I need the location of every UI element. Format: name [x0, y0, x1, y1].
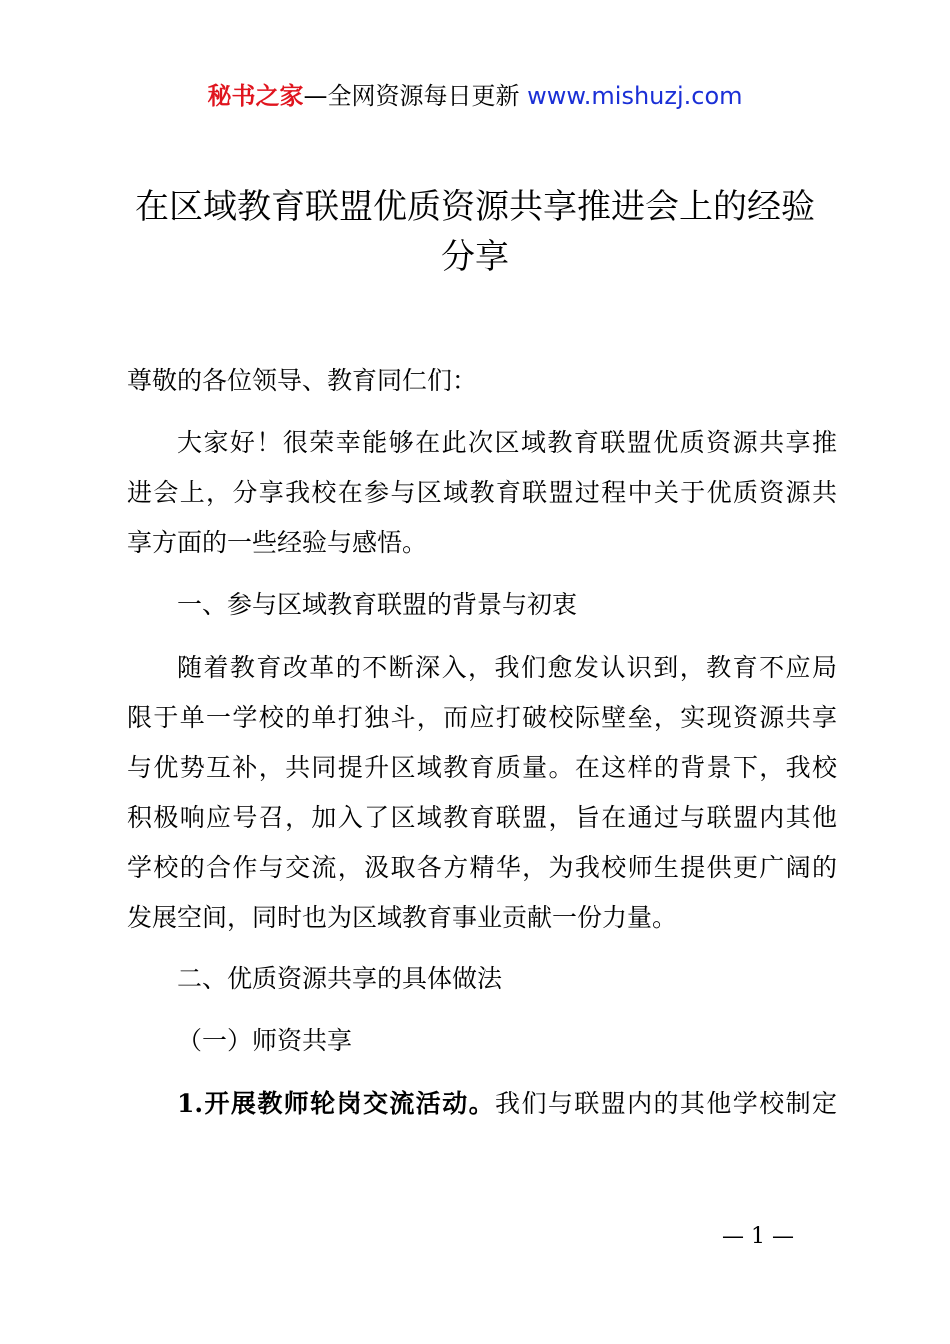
paragraph-line: 学校的合作与交流，汲取各方精华，为我校师生提供更广阔的: [127, 853, 837, 882]
page-number: — 1 —: [722, 1224, 794, 1249]
paragraph-line: 随着教育改革的不断深入，我们愈发认识到，教育不应局: [177, 653, 837, 682]
paragraph-line: 与优势互补，共同提升区域教育质量。在这样的背景下，我校: [127, 753, 837, 782]
intro-paragraph: [127, 418, 837, 568]
paragraph-line: [127, 1079, 837, 1129]
item-body-text: 我们与联盟内的其他学校制定: [495, 1089, 837, 1118]
paragraph-line: 限于单一学校的单打独斗，而应打破校际壁垒，实现资源共享: [127, 703, 837, 732]
brand-name: 秘书之家: [207, 82, 304, 110]
section-heading-text: 一、参与区域教育联盟的背景与初衷: [177, 590, 578, 619]
paragraph-line: 发展空间，同时也为区域教育事业贡献一份力量。: [127, 903, 678, 932]
paragraph-line: 享方面的一些经验与感悟。: [127, 528, 428, 557]
subsection-heading-text: （一）师资共享: [177, 1026, 353, 1055]
section-1-heading: [127, 580, 837, 630]
title-line-1: 在区域教育联盟优质资源共享推进会上的经验: [135, 187, 815, 227]
section-1-paragraph: [127, 643, 837, 943]
section-heading-text: 二、优质资源共享的具体做法: [177, 964, 503, 993]
site-url-link[interactable]: www.mishuzj.com: [527, 82, 743, 110]
paragraph-line: 进会上，分享我校在参与区域教育联盟过程中关于优质资源共: [127, 478, 837, 507]
item-1-paragraph: [127, 1079, 837, 1129]
document-title: [100, 182, 850, 282]
header-tagline: —全网资源每日更新: [303, 82, 520, 110]
salutation: [127, 356, 837, 406]
paragraph-line: 大家好！很荣幸能够在此次区域教育联盟优质资源共享推: [177, 428, 837, 457]
paragraph-line: 积极响应号召，加入了区域教育联盟，旨在通过与联盟内其他: [127, 803, 837, 832]
site-header: [0, 80, 950, 112]
salutation-text: 尊敬的各位领导、教育同仁们：: [127, 366, 478, 395]
subsection-heading: [127, 1016, 837, 1066]
section-2-heading: [127, 954, 837, 1004]
item-lead-text: 1.开展教师轮岗交流活动。: [177, 1089, 496, 1118]
title-line-2: 分享: [441, 237, 509, 277]
